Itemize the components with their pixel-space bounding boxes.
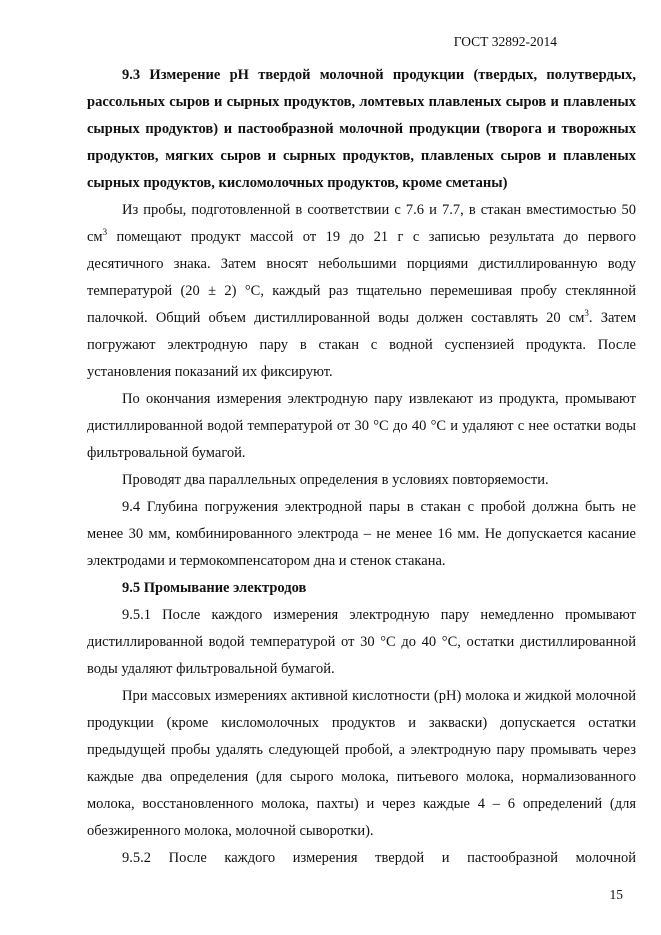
paragraph-9-5-2: 9.5.2 После каждого измерения твердой и пастообразной молочной: [122, 850, 636, 866]
page-number: 15: [609, 887, 623, 902]
document-body: [87, 62, 636, 872]
section-heading-9-3: 9.3 Измерение pH твердой молочной продукции (твердых, полутвердых, рассольных сыров и сырных продуктов, ломтевых плавленых сыров и плавленых сырных продуктов) и пастообразной молочной продукции (творога и творожных продуктов, мягких сыров и сырных продуктов, плавленых сыров и плавленых сырных продуктов, кисломолочных продуктов, кроме сметаны): [87, 67, 636, 191]
section-heading-9-5: 9.5 Промывание электродов: [122, 580, 307, 596]
paragraph-text: . Затем погружают электродную пару в стакан с водной суспензией продукта. После установления показаний их фиксируют.: [87, 310, 636, 380]
paragraph-mass-measurements: При массовых измерениях активной кислотности (pH) молока и жидкой молочной продукции (кроме кисломолочных продуктов и закваски) допускается остатки предыдущей пробы удалять следующей пробой, а электродную пару промывать через каждые два определения (для сырого молока, питьевого молока, нормализованного молока, восстановленного молока, пахты) и через каждые 4 – 6 определений (для обезжиренного молока, молочной сыворотки).: [87, 688, 636, 839]
paragraph-parallel-determinations: Проводят два параллельных определения в условиях повторяемости.: [122, 472, 549, 488]
paragraph-text: помещают продукт массой от 19 до 21 г с записью результата до первого десятичного знака. Затем вносят небольшими порциями дистиллированную воду температурой (20 ± 2) °С, каждый раз тщательно перемешивая пробу стеклянной палочкой. Общий объем дистиллированной воды должен составлять 20 см: [87, 229, 636, 326]
paragraph-9-5-1: 9.5.1 После каждого измерения электродную пару немедленно промывают дистиллированной водой температурой от 30 °С до 40 °С, остатки дистиллированной воды удаляют фильтровальной бумагой.: [87, 607, 636, 677]
standard-number-header: ГОСТ 32892-2014: [453, 34, 557, 49]
paragraph-text: Из пробы, подготовленной в соответствии с 7.6 и 7.7, в стакан вместимостью 50 см: [87, 202, 636, 245]
superscript: 3: [584, 308, 589, 318]
paragraph-sample-preparation: [87, 197, 636, 386]
paragraph-rinse-after-measurement: По окончания измерения электродную пару извлекают из продукта, промывают дистиллированной водой температурой от 30 °С до 40 °С и удаляют с нее остатки воды фильтровальной бумагой.: [87, 391, 636, 461]
paragraph-9-4-immersion-depth: 9.4 Глубина погружения электродной пары в стакан с пробой должна быть не менее 30 мм, комбинированного электрода – не менее 16 мм. Не допускается касание электродами и термокомпенсатором дна и стенок стакана.: [87, 499, 636, 569]
superscript: 3: [102, 227, 108, 237]
